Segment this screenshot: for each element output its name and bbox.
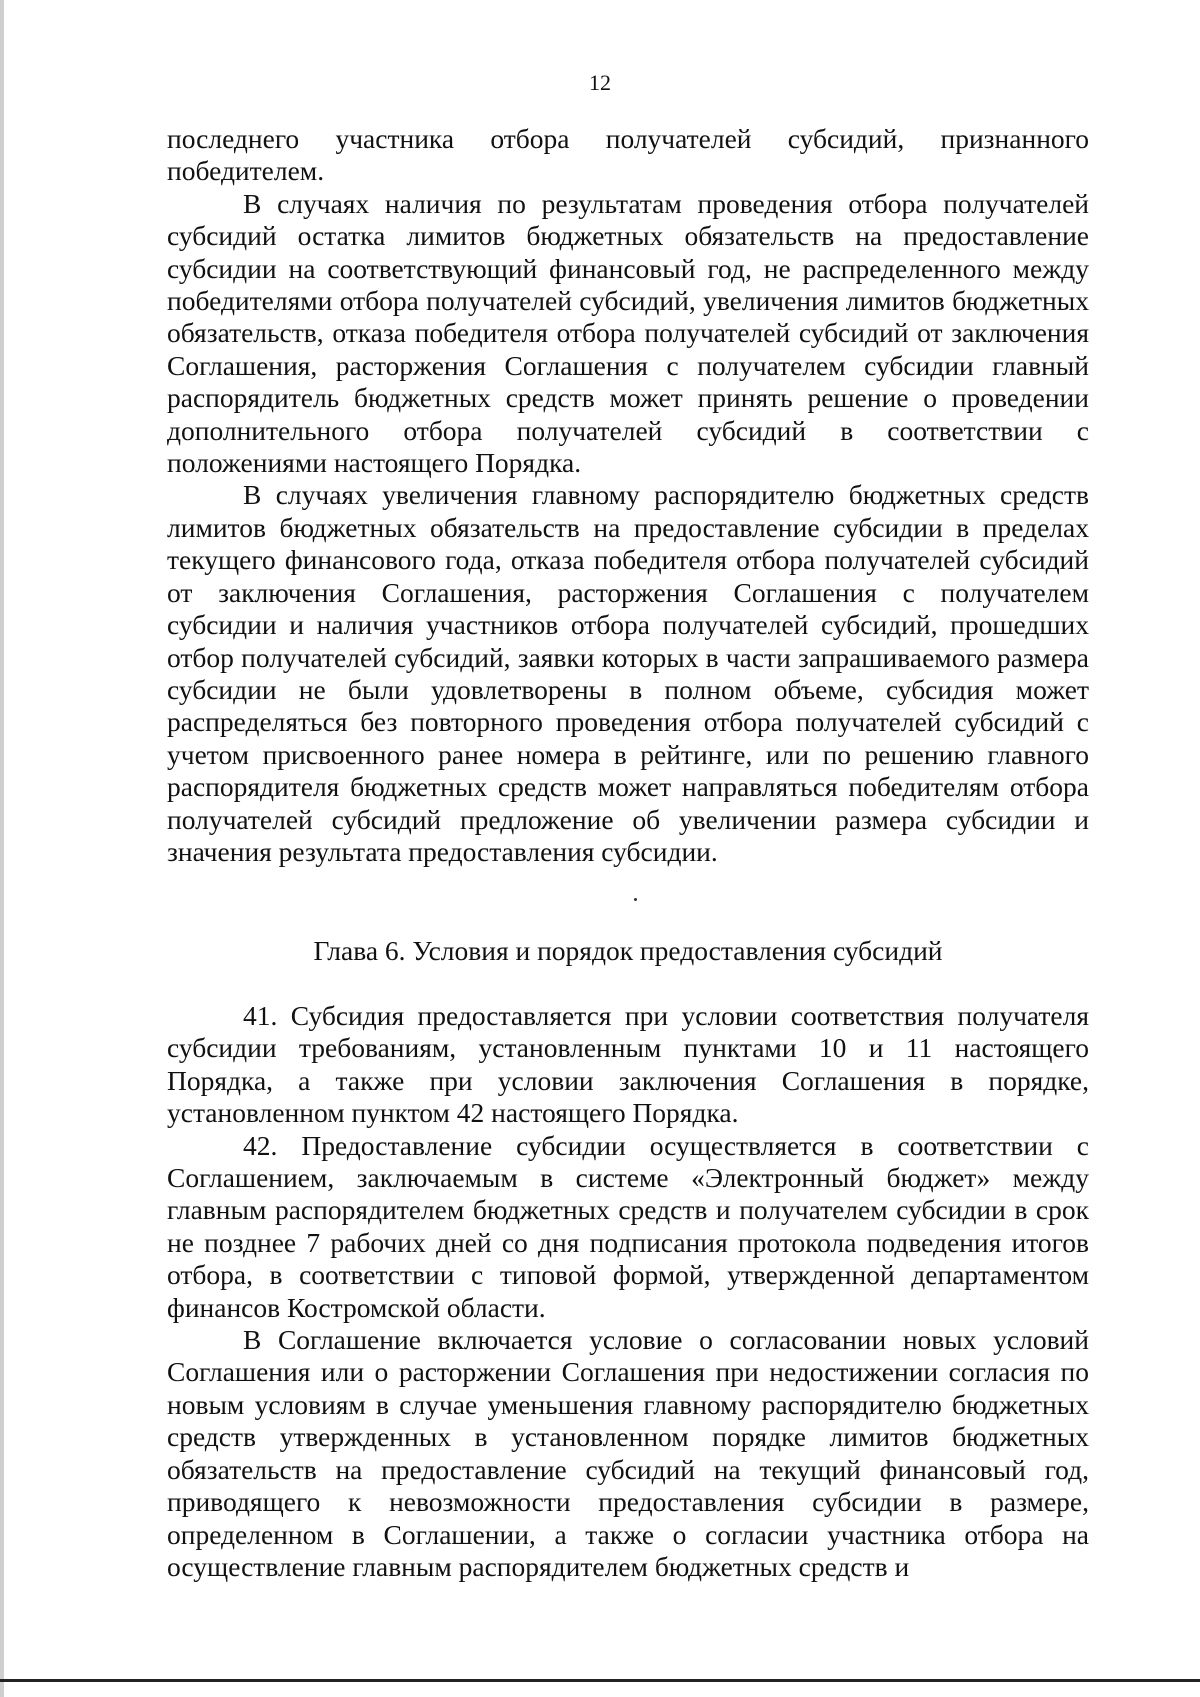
paragraph: В случаях увеличения главному распорядителю бюджетных средств лимитов бюджетных обязательств на предоставление субсидии в пределах текущего финансового года, отказа победителя отбора получателей субсидий от заключения Соглашения, расторжения Соглашения с получателем субсидии и наличия участников отбора получателей субсидий, прошедших отбор получателей субсидий, заявки которых в части запрашиваемого размера субсидии не были удовлетворены в полном объеме, субсидия может распределяться без повторного проведения отбора получателей субсидий с учетом присвоенного ранее номера в рейтинге, или по решению главного распорядителя бюджетных средств может направляться победителям отбора получателей субсидий предложение об увеличении размера субсидии и значения результата предоставления субсидии. (167, 479, 1089, 867)
scan-left-edge (0, 0, 4, 1697)
paragraph: В Соглашение включается условие о согласовании новых условий Соглашения или о расторжении Соглашения при недостижении согласия по новым условиям в случае уменьшения главному распорядителю бюджетных средств утвержденных в установленном порядке лимитов бюджетных обязательств на предоставление субсидий на текущий финансовый год, приводящего к невозможности предоставления субсидии в размере, определенном в Соглашении, а также о согласии участника отбора на осуществление главным распорядителем бюджетных средств и (167, 1324, 1089, 1582)
chapter-heading: Глава 6. Условия и порядок предоставления субсидий (313, 935, 943, 966)
paragraph: 41. Субсидия предоставляется при условии соответствия получателя субсидии требованиям, установленным пунктами 10 и 11 настоящего Порядка, а также при условии заключения Соглашения в порядке, установленном пунктом 42 настоящего Порядка. (167, 1000, 1089, 1129)
chapter-heading-wrapper (167, 935, 1089, 967)
paragraph: 42. Предоставление субсидии осуществляется в соответствии с Соглашением, заключаемым в системе «Электронный бюджет» между главным распорядителем бюджетных средств и получателем субсидии в срок не позднее 7 рабочих дней со дня подписания протокола подведения итогов отбора, в соответствии с типовой формой, утвержденной департаментом финансов Костромской области. (167, 1129, 1089, 1323)
paragraph: В случаях наличия по результатам проведения отбора получателей субсидий остатка лимитов бюджетных обязательств на предоставление субсидии на соответствующий финансовый год, не распределенного между победителями отбора получателей субсидий, увеличения лимитов бюджетных обязательств, отказа победителя отбора получателей субсидий от заключения Соглашения, расторжения Соглашения с получателем субсидии главный распорядитель бюджетных средств может принять решение о проведении дополнительного отбора получателей субсидий в соответствии с положениями настоящего Порядка. (167, 187, 1089, 479)
page-number: 12 (589, 70, 611, 95)
scan-bottom-edge (0, 1679, 1200, 1682)
text-section-top (167, 123, 1089, 868)
paragraph: последнего участника отбора получателей субсидий, признанного победителем. (167, 123, 1089, 187)
scan-speck (634, 898, 637, 901)
text-section-bottom (167, 1000, 1089, 1583)
